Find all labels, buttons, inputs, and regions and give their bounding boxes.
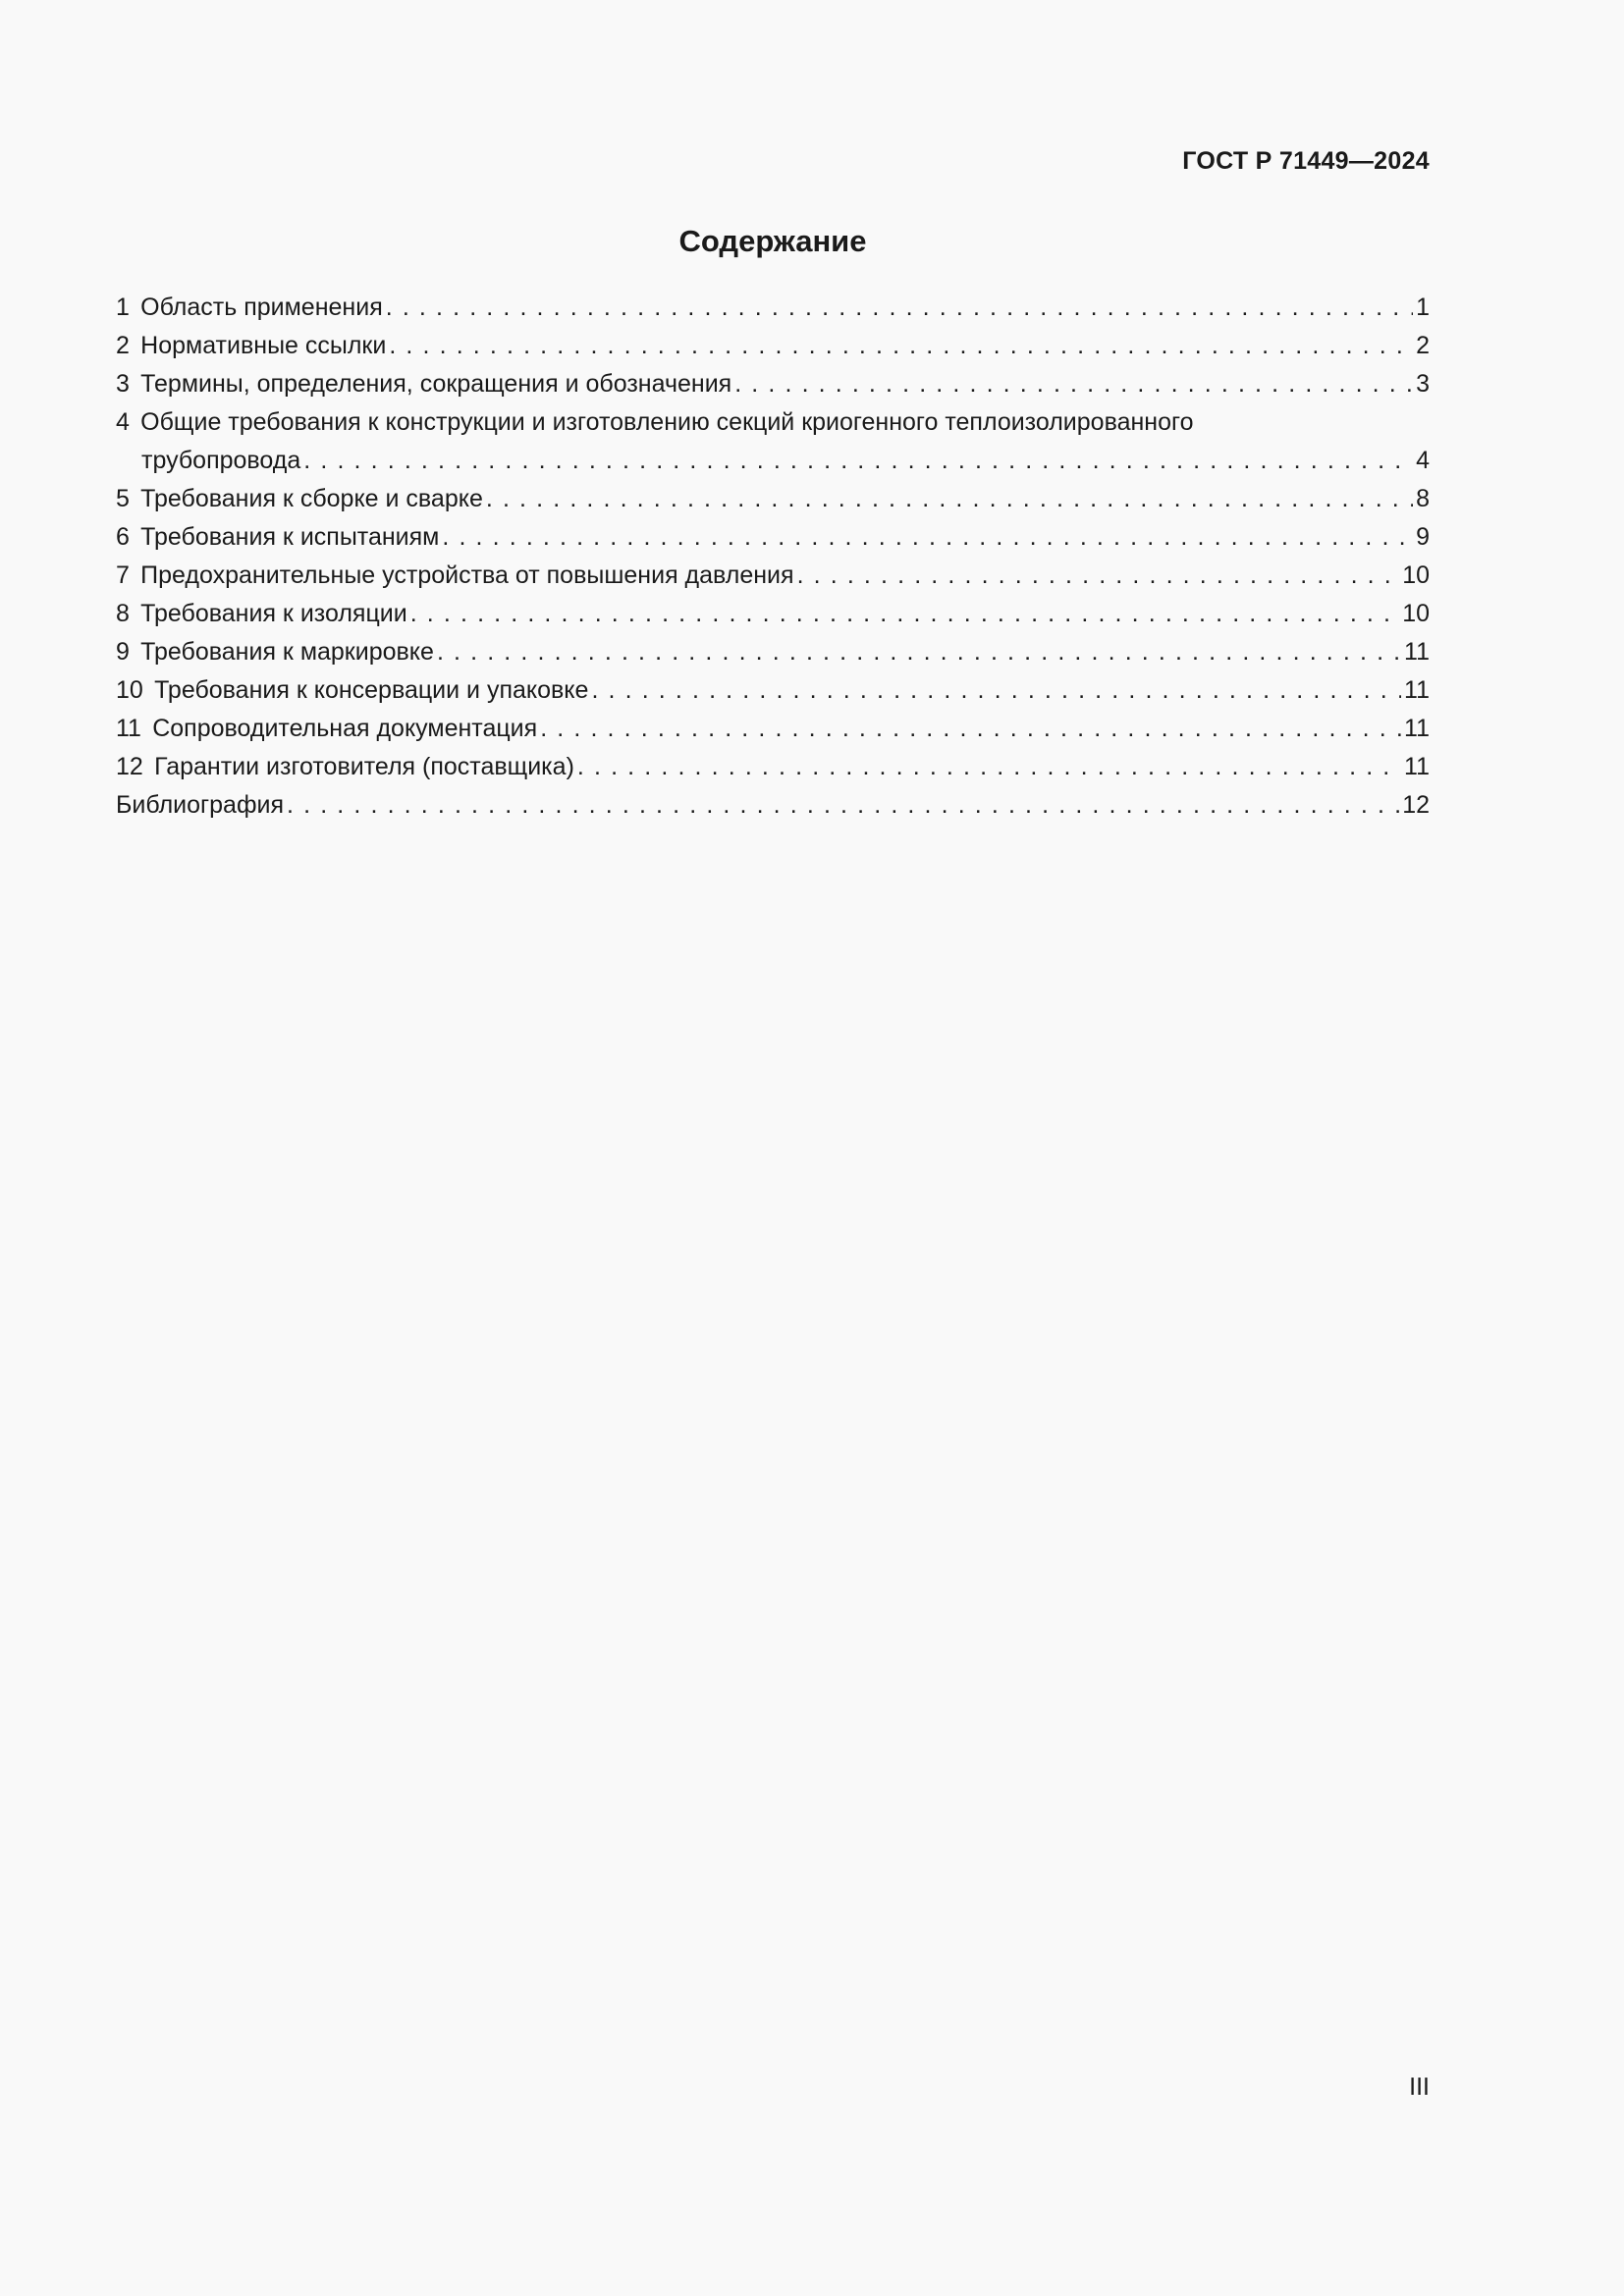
toc-dot-leader — [303, 442, 1413, 480]
toc-entry[interactable] — [116, 557, 1430, 595]
toc-entry-page: 3 — [1416, 370, 1430, 398]
toc-entry-title: Требования к консервации и упаковке — [154, 676, 589, 704]
toc-entry-title: Общие требования к конструкции и изготовлению секций криогенного теплоизолированного — [140, 408, 1194, 436]
toc-entry-page: 11 — [1404, 638, 1430, 666]
toc-entry[interactable] — [116, 518, 1430, 557]
toc-entry-page: 10 — [1402, 561, 1430, 589]
toc-entry-title: Требования к изоляции — [140, 600, 407, 627]
toc-entry[interactable] — [116, 633, 1430, 671]
toc-entry-page: 2 — [1416, 332, 1430, 359]
toc-entry[interactable] — [116, 480, 1430, 518]
toc-entry[interactable] — [116, 403, 1430, 442]
toc-entry-number: 11 — [116, 715, 141, 742]
toc-entry-number: 12 — [116, 753, 143, 780]
toc-entry-page: 1 — [1416, 294, 1430, 321]
toc-entry[interactable] — [116, 289, 1430, 327]
toc-entry-number: 10 — [116, 676, 143, 704]
toc-entry-title: Гарантии изготовителя (поставщика) — [154, 753, 574, 780]
toc-entry-page: 10 — [1402, 600, 1430, 627]
toc-dot-leader — [437, 633, 1401, 671]
toc-dot-leader — [734, 365, 1413, 403]
toc-entry-number: 9 — [116, 638, 130, 666]
page-number: III — [1409, 2073, 1430, 2101]
toc-dot-leader — [797, 557, 1400, 595]
toc-entry-title: Требования к испытаниям — [140, 523, 440, 551]
toc-title: Содержание — [678, 224, 867, 258]
toc-entry-title: Сопроводительная документация — [152, 715, 538, 742]
toc-entry-title: Предохранительные устройства от повышения давления — [140, 561, 794, 589]
toc-entry-page: 12 — [1402, 791, 1430, 819]
toc-dot-leader — [410, 595, 1399, 633]
toc-dot-leader — [591, 671, 1401, 710]
toc-dot-leader — [540, 710, 1401, 748]
toc-dot-leader — [386, 289, 1413, 327]
toc-entry-number: 5 — [116, 485, 130, 512]
toc-dot-leader — [389, 327, 1413, 365]
toc-entry[interactable] — [116, 365, 1430, 403]
toc-entry-title: Нормативные ссылки — [140, 332, 387, 359]
document-code: ГОСТ Р 71449—2024 — [1182, 147, 1430, 175]
toc-entry-title: Требования к маркировке — [140, 638, 434, 666]
toc-entry[interactable] — [116, 671, 1430, 710]
toc-entry-page: 11 — [1404, 676, 1430, 704]
toc-dot-leader — [287, 786, 1399, 825]
toc-entry-number: 1 — [116, 294, 130, 321]
toc-entry[interactable] — [116, 327, 1430, 365]
toc-entry-page: 11 — [1404, 753, 1430, 780]
toc-entry-number: 7 — [116, 561, 130, 589]
toc-entry-page: 4 — [1416, 447, 1430, 474]
toc-entry-number: 2 — [116, 332, 130, 359]
toc-entry-page: 11 — [1404, 715, 1430, 742]
toc-entry-page: 8 — [1416, 485, 1430, 512]
toc-entry-continuation[interactable] — [116, 442, 1430, 480]
toc-entry-title: Библиография — [116, 791, 285, 819]
toc-dot-leader — [577, 748, 1401, 786]
table-of-contents — [116, 289, 1430, 825]
toc-entry-page: 9 — [1416, 523, 1430, 551]
toc-entry-number: 6 — [116, 523, 130, 551]
toc-dot-leader — [486, 480, 1413, 518]
toc-entry[interactable] — [116, 748, 1430, 786]
toc-dot-leader — [442, 518, 1413, 557]
toc-entry-bibliography[interactable] — [116, 786, 1430, 825]
toc-entry[interactable] — [116, 595, 1430, 633]
toc-entry-number: 4 — [116, 408, 130, 436]
toc-entry[interactable] — [116, 710, 1430, 748]
toc-entry-title: Термины, определения, сокращения и обозначения — [140, 370, 732, 398]
toc-entry-number: 3 — [116, 370, 130, 398]
toc-entry-title-continuation: трубопровода — [141, 447, 301, 474]
toc-entry-title: Область применения — [140, 294, 383, 321]
toc-entry-number: 8 — [116, 600, 130, 627]
toc-entry-title: Требования к сборке и сварке — [140, 485, 483, 512]
